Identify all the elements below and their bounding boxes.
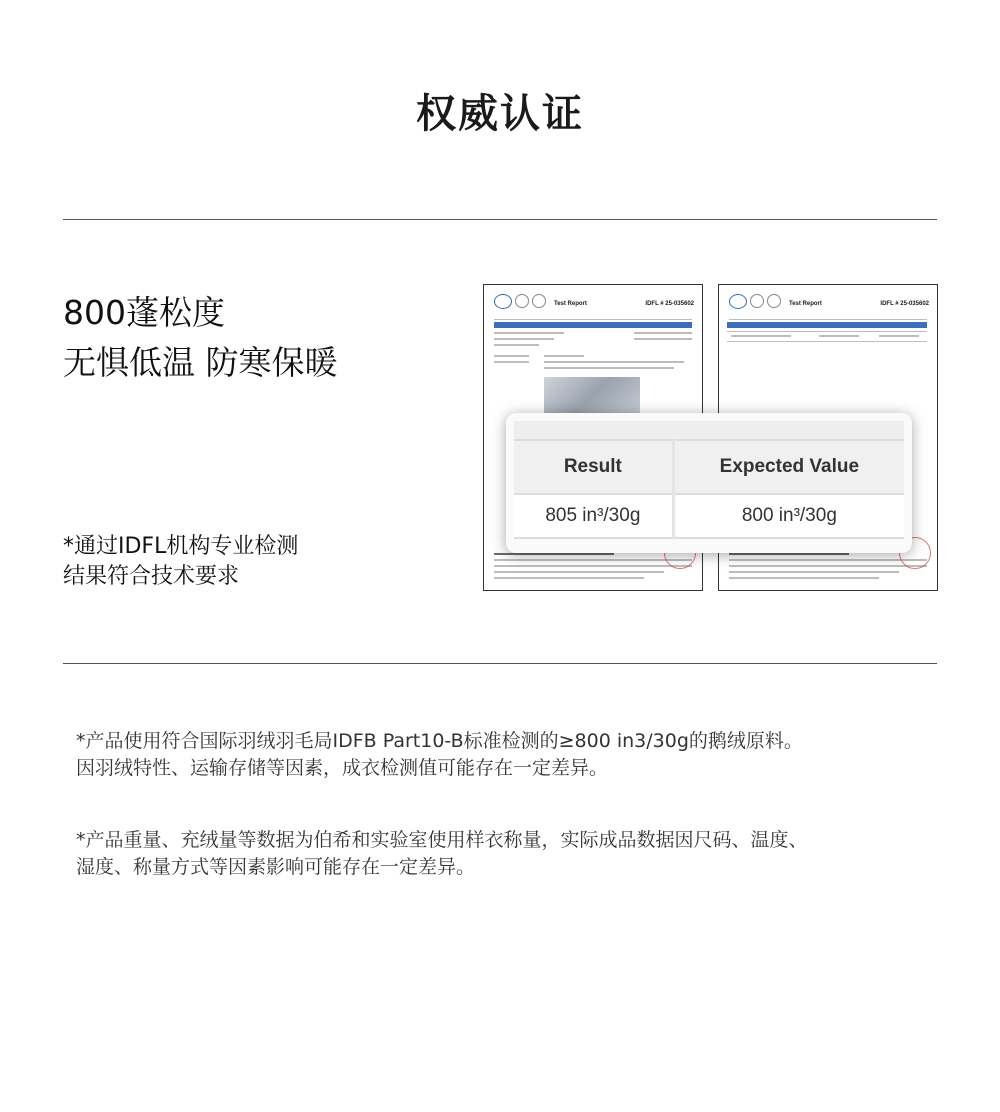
report-label: Test Report: [789, 301, 822, 307]
result-header: Result: [514, 440, 673, 494]
idfl-logo-icon: [494, 294, 512, 309]
report-header: [554, 301, 694, 307]
report-header: [789, 301, 929, 307]
headline: [63, 288, 338, 388]
certification-note-line-2: 结果符合技术要求: [63, 564, 240, 589]
sample-photo: [544, 377, 640, 415]
headline-line-2: 无惧低温 防寒保暖: [63, 343, 338, 382]
table-row: [514, 494, 904, 538]
headline-line-1: 800蓬松度: [63, 293, 225, 332]
ilac-logo-icon: [532, 294, 546, 308]
result-value: 805 in³/30g: [514, 494, 673, 538]
idfl-logo-icon: [729, 294, 747, 309]
divider-top: [63, 219, 937, 220]
report-number: IDFL # 25-035602: [645, 301, 694, 307]
certification-note-line-1: *通过IDFL机构专业检测: [63, 534, 299, 559]
divider-bottom: [63, 663, 937, 664]
report-number: IDFL # 25-035602: [880, 301, 929, 307]
result-card: [506, 413, 912, 553]
report-logos: [494, 294, 546, 309]
footnote-line: *产品使用符合国际羽绒羽毛局IDFB Part10-B标准检测的≥800 in3/30g的鹅绒原料。: [76, 730, 803, 752]
accreditation-logo-icon: [750, 294, 764, 308]
page-title: 权威认证: [416, 91, 584, 137]
report-label: Test Report: [554, 301, 587, 307]
accreditation-logo-icon: [515, 294, 529, 308]
footnote-weight-disclaimer: [76, 827, 936, 881]
ilac-logo-icon: [767, 294, 781, 308]
footnote-line: *产品重量、充绒量等数据为伯希和实验室使用样衣称量，实际成品数据因尺码、温度、: [76, 829, 808, 851]
report-logos: [729, 294, 781, 309]
footnote-line: 湿度、称量方式等因素影响可能存在一定差异。: [76, 856, 476, 878]
certification-note: [63, 532, 298, 592]
expected-value-header: Expected Value: [673, 440, 904, 494]
footnote-line: 因羽绒特性、运输存储等因素，成衣检测值可能存在一定差异。: [76, 757, 609, 779]
result-table: [514, 439, 904, 539]
footnotes: [76, 728, 936, 926]
footnote-down-standard: [76, 728, 936, 782]
expected-value: 800 in³/30g: [673, 494, 904, 538]
